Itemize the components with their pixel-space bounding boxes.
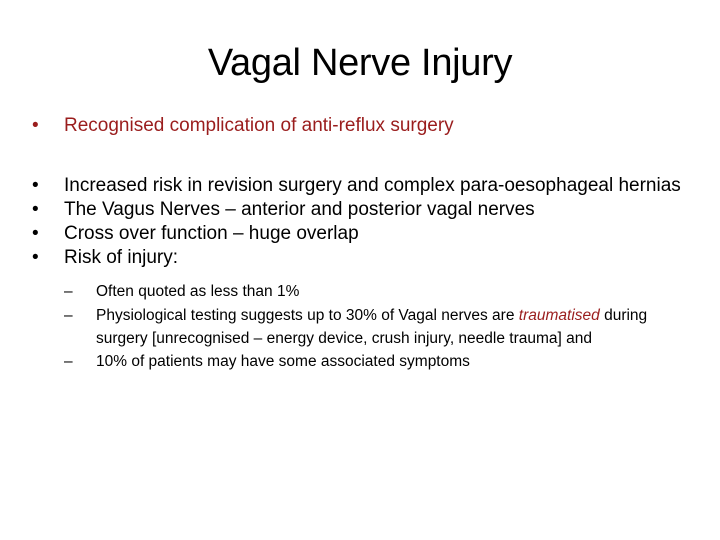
sub-bullet-text: Often quoted as less than 1% — [96, 283, 300, 300]
sub-bullet-item — [64, 304, 700, 350]
dash-marker: – — [64, 353, 73, 370]
bullet-item — [30, 174, 700, 198]
bullet-marker: • — [32, 223, 39, 244]
bullet-text: The Vagus Nerves – anterior and posterior vagal nerves — [64, 199, 535, 220]
bullet-text: Recognised complication of anti-reflux surgery — [64, 115, 454, 136]
bullet-marker: • — [32, 175, 39, 196]
sub-bullet-list — [64, 280, 700, 374]
dash-marker: – — [64, 283, 73, 300]
bullet-marker: • — [32, 115, 39, 136]
bullet-item — [30, 198, 700, 222]
sub-bullet-text-after: during surgery [unrecognised – energy device, crush injury, needle trauma] and — [96, 307, 648, 347]
sub-bullet-item — [64, 350, 700, 374]
emphasis-text: traumatised — [518, 307, 600, 324]
slide-title: Vagal Nerve Injury — [207, 42, 513, 84]
bullet-text: Increased risk in revision surgery and complex para-oesophageal hernias — [64, 175, 681, 196]
bullet-item — [30, 222, 700, 246]
bullet-list — [30, 114, 700, 374]
sub-bullet-item — [64, 280, 700, 304]
bullet-item — [30, 246, 700, 374]
dash-marker: – — [64, 307, 73, 324]
sub-bullet-text: 10% of patients may have some associated symptoms — [96, 353, 470, 370]
bullet-text: Risk of injury: — [64, 247, 179, 268]
bullet-item — [30, 114, 700, 138]
bullet-marker: • — [32, 199, 39, 220]
sub-bullet-text-before: Physiological testing suggests up to 30% of Vagal nerves are — [96, 307, 519, 324]
bullet-text: Cross over function – huge overlap — [64, 223, 359, 244]
bullet-marker: • — [32, 247, 39, 268]
